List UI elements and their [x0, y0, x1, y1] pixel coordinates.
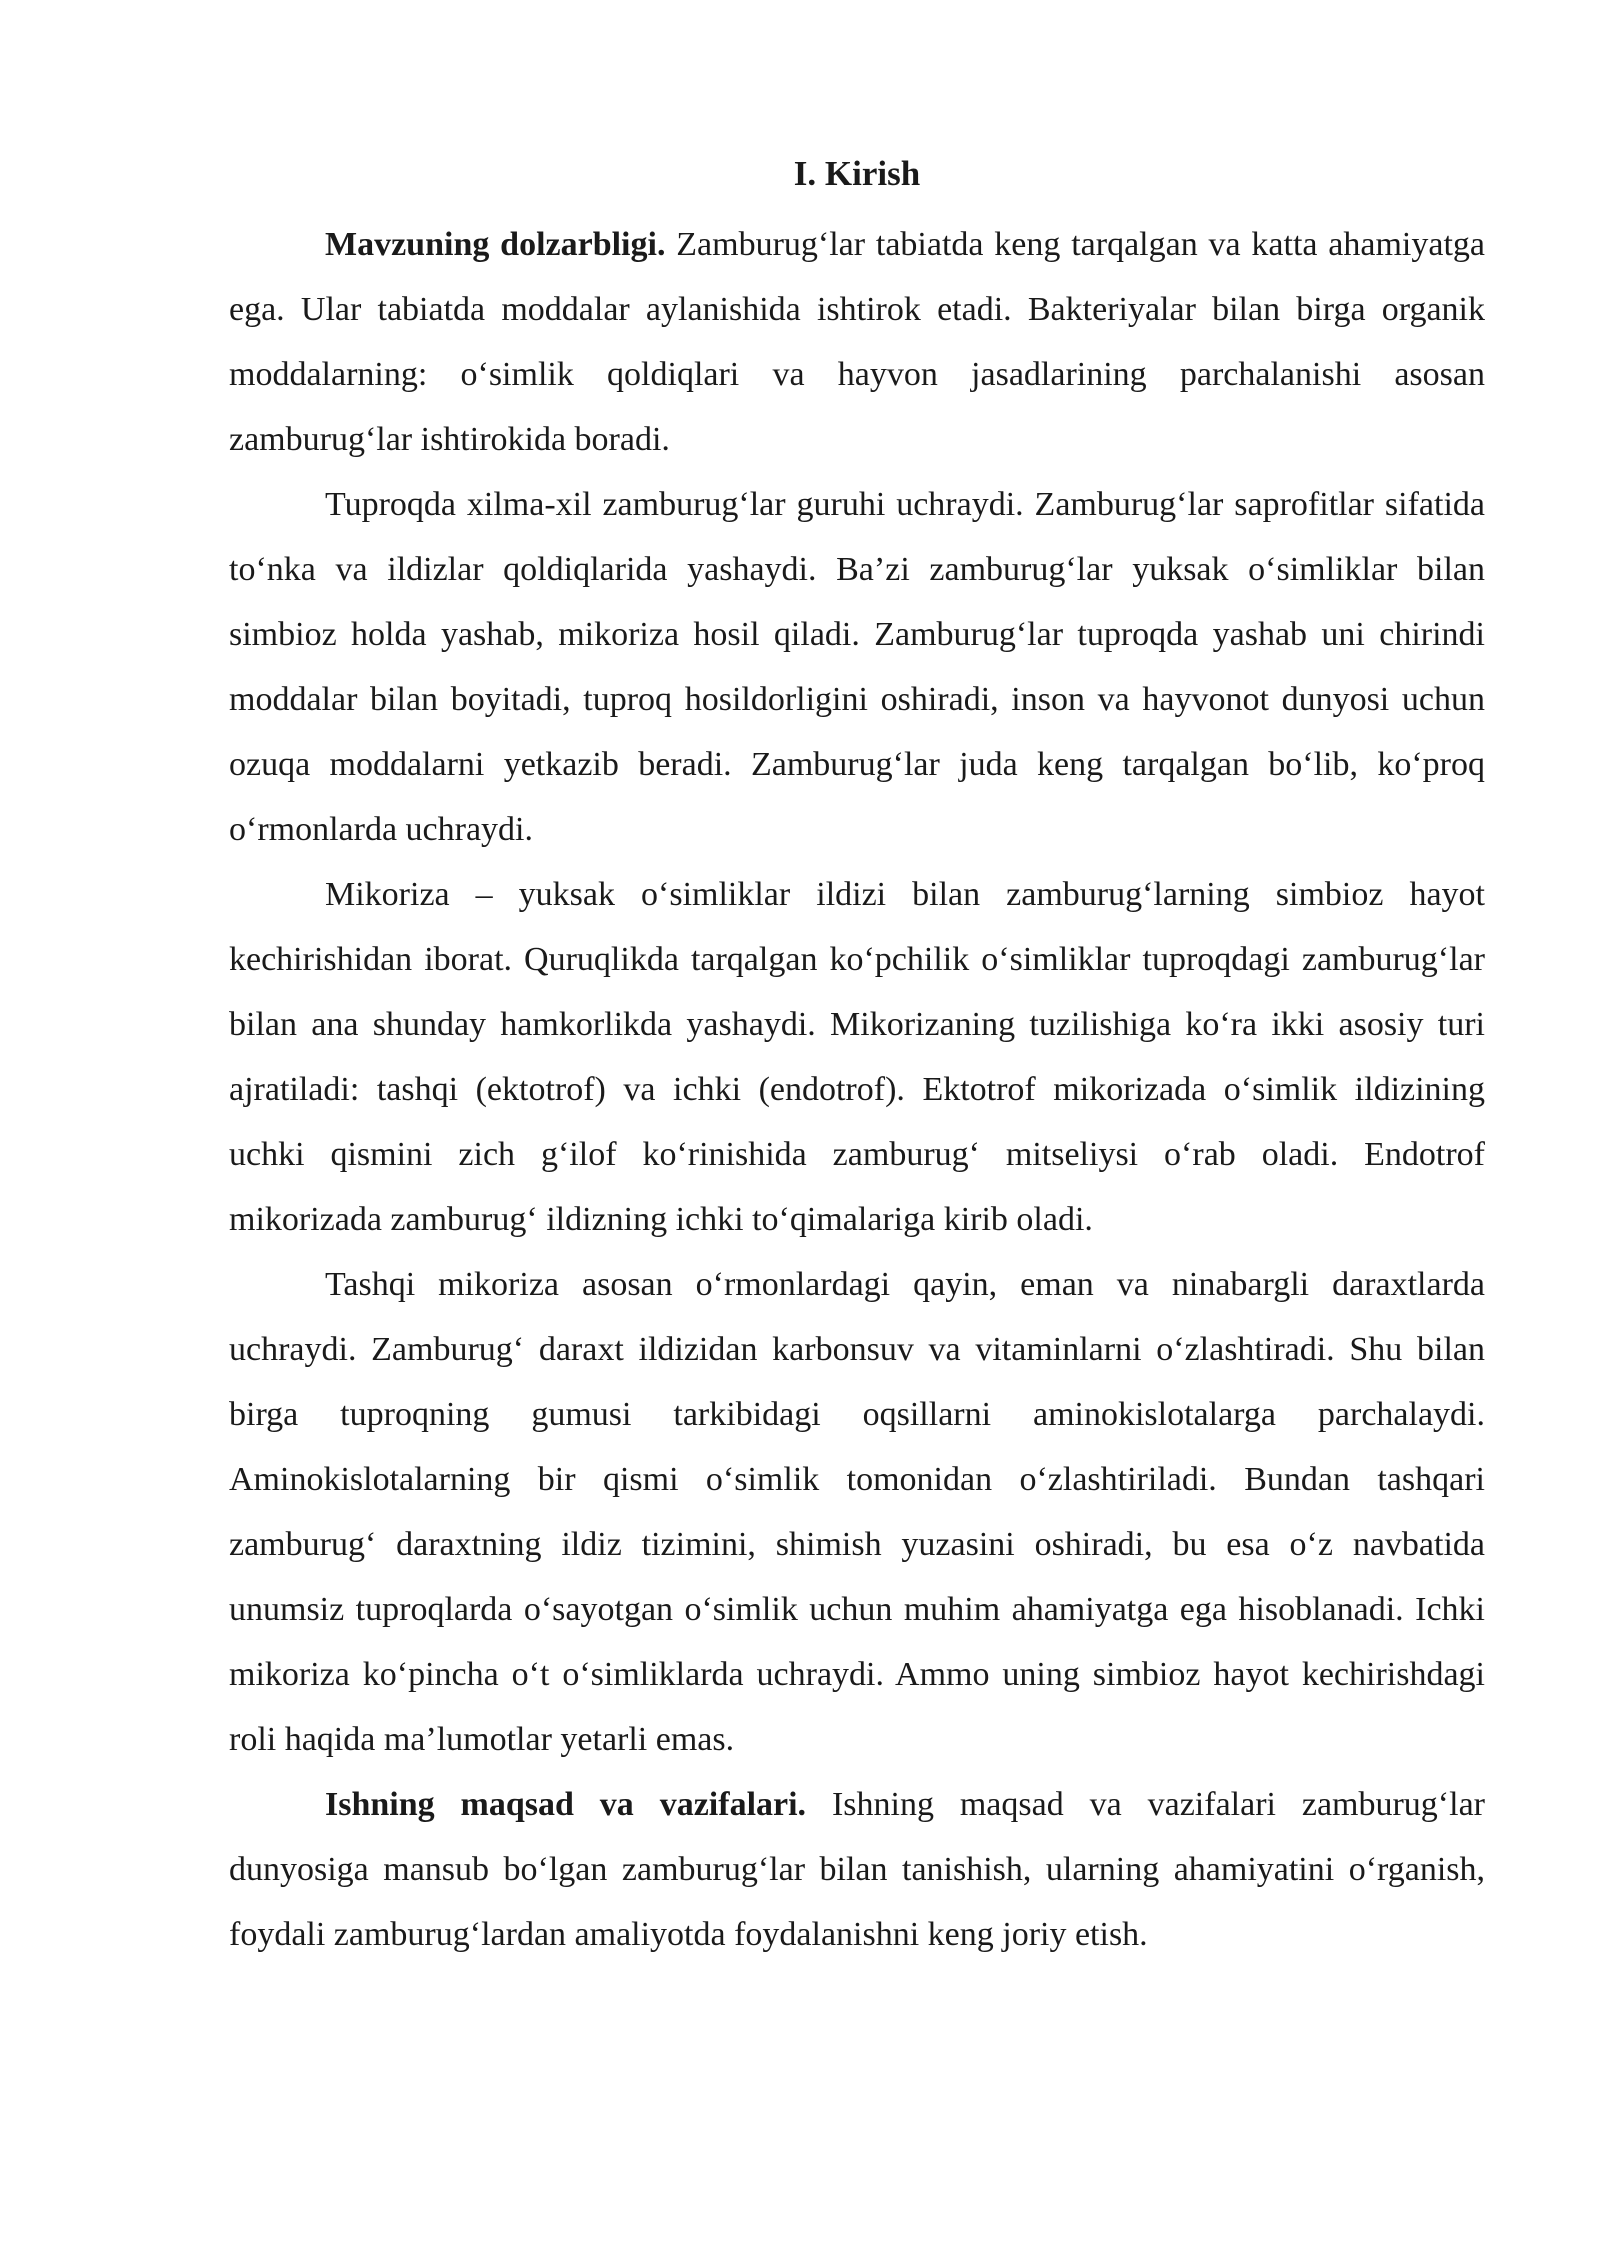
paragraph-lead: Mavzuning dolzarbligi.	[325, 226, 666, 263]
paragraph-mycorrhiza	[229, 862, 1485, 1252]
paragraph-text: Zamburug‘lar tabiatda keng tarqalgan va katta ahamiyatga ega. Ular tabiatda moddalar aylanishida ishtirok etadi. Bakteriyalar bilan birga organik moddalarning: o‘simlik qoldiqlari va hayvon jasadlarining parchalanishi asosan zamburug‘lar ishtirokida boradi.	[229, 226, 1485, 458]
paragraph-text: Tuproqda xilma-xil zamburug‘lar guruhi uchraydi. Zamburug‘lar saprofitlar sifatida to‘nka va ildizlar qoldiqlarida yashaydi. Ba’zi zamburug‘lar yuksak o‘simliklar bilan simbioz holda yashab, mikoriza hosil qiladi. Zamburug‘lar tuproqda yashab uni chirindi moddalar bilan boyitadi, tuproq hosildorligini oshiradi, inson va hayvonot dunyosi uchun ozuqa moddalarni yetkazib beradi. Zamburug‘lar juda keng tarqalgan bo‘lib, ko‘proq o‘rmonlarda uchraydi.	[229, 486, 1485, 848]
paragraph-soil-fungi	[229, 472, 1485, 862]
paragraph-external-mycorrhiza	[229, 1252, 1485, 1772]
paragraph-text: Ishning maqsad va vazifalari zamburug‘lar dunyosiga mansub bo‘lgan zamburug‘lar bilan tanishish, ularning ahamiyatini o‘rganish, foydali zamburug‘lardan amaliyotda foydalanishni keng joriy etish.	[229, 1786, 1485, 1953]
paragraph-relevance	[229, 212, 1485, 472]
paragraph-goals	[229, 1772, 1485, 1967]
document-body	[229, 148, 1485, 1967]
paragraph-lead: Ishning maqsad va vazifalari.	[325, 1786, 807, 1823]
section-title: I. Kirish	[793, 154, 921, 193]
paragraph-text: Mikoriza – yuksak o‘simliklar ildizi bilan zamburug‘larning simbioz hayot kechirishidan iborat. Quruqlikda tarqalgan ko‘pchilik o‘simliklar tuproqdagi zamburug‘lar bilan ana shunday hamkorlikda yashaydi. Mikorizaning tuzilishiga ko‘ra ikki asosiy turi ajratiladi: tashqi (ektotrof) va ichki (endotrof). Ektotrof mikorizada o‘simlik ildizining uchki qismini zich g‘ilof ko‘rinishida zamburug‘ mitseliysi o‘rab oladi. Endotrof mikorizada zamburug‘ ildizning ichki to‘qimalariga kirib oladi.	[229, 876, 1485, 1238]
paragraph-text: Tashqi mikoriza asosan o‘rmonlardagi qayin, eman va ninabargli daraxtlarda uchraydi. Zamburug‘ daraxt ildizidan karbonsuv va vitaminlarni o‘zlashtiradi. Shu bilan birga tuproqning gumusi tarkibidagi oqsillarni aminokislotalarga parchalaydi. Aminokislotalarning bir qismi o‘simlik tomonidan o‘zlashtiriladi. Bundan tashqari zamburug‘ daraxtning ildiz tizimini, shimish yuzasini oshiradi, bu esa o‘z navbatida unumsiz tuproqlarda o‘sayotgan o‘simlik uchun muhim ahamiyatga ega hisoblanadi. Ichki mikoriza ko‘pincha o‘t o‘simliklarda uchraydi. Ammo uning simbioz hayot kechirishdagi roli haqida ma’lumotlar yetarli emas.	[229, 1266, 1485, 1758]
